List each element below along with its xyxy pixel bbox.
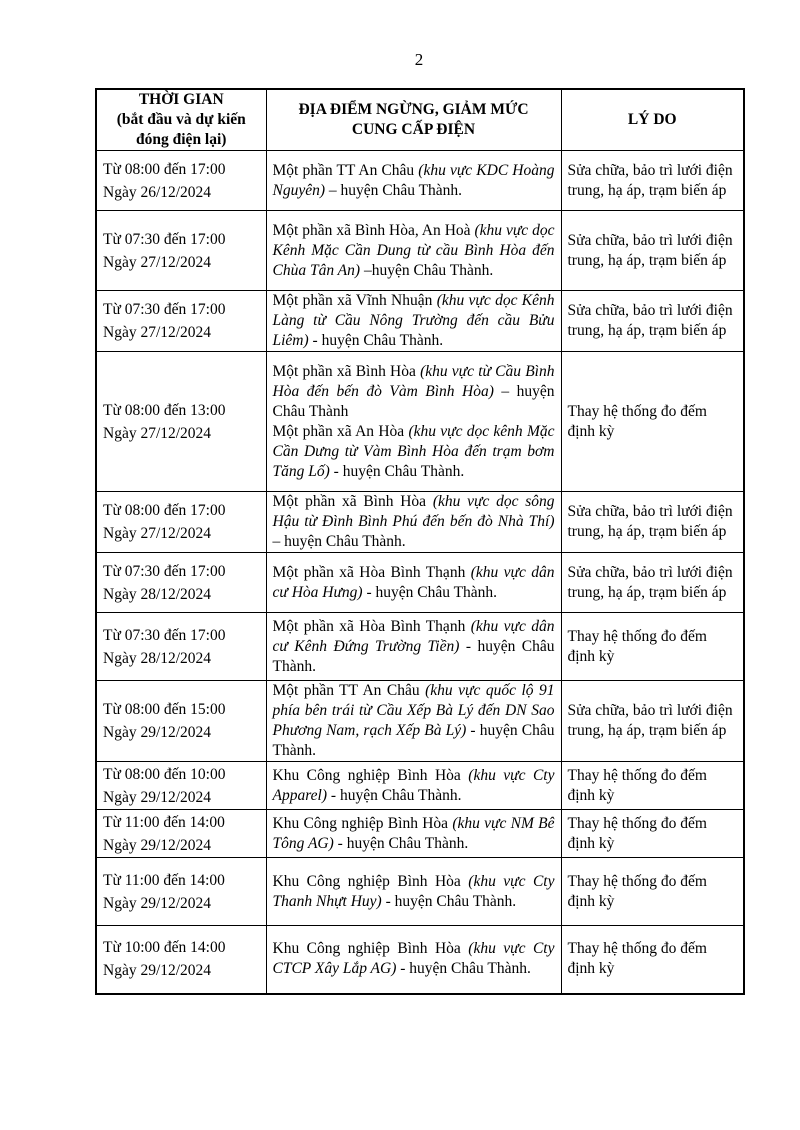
header-location-line: ĐỊA ĐIỂM NGỪNG, GIẢM MỨC: [298, 101, 529, 118]
table-row: [96, 291, 744, 352]
time-range: Từ 08:00 đến 17:00: [103, 502, 226, 519]
time-cell: [96, 762, 266, 810]
location-area-detail: (khu vực KDC Hoàng Nguyên): [272, 161, 555, 199]
date: Ngày 27/12/2024: [103, 525, 212, 542]
time-cell: [96, 151, 266, 211]
location-area-detail: (khu vực NM Bê Tông AG): [272, 814, 555, 852]
reason-cell: Sửa chữa, bảo trì lưới điện trung, hạ áp, trạm biến áp: [561, 291, 744, 352]
header-time-line: đóng điện lại): [136, 131, 227, 148]
date: Ngày 27/12/2024: [103, 324, 212, 341]
location-district: - huyện Châu Thành.: [396, 960, 531, 978]
table-row: [96, 492, 744, 553]
table-row: [96, 211, 744, 291]
location-name: Một phần xã Hòa Bình Thạnh: [272, 563, 471, 581]
reason-cell: Thay hệ thống đo đếm định kỳ: [561, 613, 744, 681]
time-cell: [96, 681, 266, 762]
location-area-detail: (khu vực dân cư Hòa Hưng): [272, 563, 555, 601]
location-paragraph: [273, 221, 555, 281]
reason-cell: Sửa chữa, bảo trì lưới điện trung, hạ áp, trạm biến áp: [561, 211, 744, 291]
location-name: Một phần xã Hòa Bình Thạnh: [272, 617, 471, 635]
header-location-line: CUNG CẤP ĐIỆN: [351, 121, 476, 138]
location-cell: [266, 762, 561, 810]
location-name: Một phần xã Bình Hòa, An Hoà: [272, 221, 475, 239]
location-paragraph: [273, 362, 555, 422]
location-district: – huyện Châu Thành.: [272, 533, 406, 550]
header-time-line: THỜI GIAN: [138, 91, 224, 108]
table-row: [96, 858, 744, 926]
location-district: – huyện Châu Thành.: [325, 181, 463, 199]
location-area-detail: (khu vực Cty Apparel): [272, 766, 555, 804]
time-cell: [96, 926, 266, 994]
reason-cell: Thay hệ thống đo đếm định kỳ: [561, 352, 744, 492]
time-range: Từ 07:30 đến 17:00: [103, 626, 226, 644]
location-cell: [266, 211, 561, 291]
reason-cell: Thay hệ thống đo đếm định kỳ: [561, 926, 744, 994]
location-area-detail: (khu vực dọc Kênh Mặc Cần Dung từ cầu Bình Hòa đến Chùa Tân An): [272, 221, 555, 279]
time-cell: [96, 810, 266, 858]
location-cell: [266, 492, 561, 553]
table-row: [96, 926, 744, 994]
location-area-detail: (khu vực Cty Thanh Nhựt Huy): [272, 872, 555, 910]
date: Ngày 28/12/2024: [103, 649, 212, 667]
reason-cell: Sửa chữa, bảo trì lưới điện trung, hạ áp, trạm biến áp: [561, 553, 744, 613]
table-header-row: [96, 89, 744, 151]
location-district: - huyện Châu Thành.: [272, 637, 555, 675]
location-district: - huyện Châu Thành.: [381, 892, 517, 910]
time-range: Từ 08:00 đến 13:00: [103, 401, 226, 419]
date: Ngày 29/12/2024: [103, 788, 212, 806]
location-name: Một phần xã Bình Hòa: [272, 493, 433, 510]
location-cell: [266, 291, 561, 352]
location-cell: [266, 613, 561, 681]
date: Ngày 29/12/2024: [103, 836, 212, 854]
reason-cell: Thay hệ thống đo đếm định kỳ: [561, 858, 744, 926]
time-cell: [96, 291, 266, 352]
location-name: Khu Công nghiệp Bình Hòa: [272, 814, 453, 832]
location-cell: [266, 858, 561, 926]
location-district: - huyện Châu Thành.: [272, 722, 555, 759]
location-cell: [266, 352, 561, 492]
time-cell: [96, 492, 266, 553]
header-location: [266, 89, 561, 151]
location-area-detail: (khu vực dọc Kênh Làng từ Cầu Nông Trường đến cầu Bửu Liêm): [272, 292, 555, 349]
header-time-line: (bắt đầu và dự kiến: [116, 111, 246, 128]
location-paragraph: [273, 872, 555, 912]
table-row: [96, 681, 744, 762]
location-area-detail: (khu vực Cty CTCP Xây Lắp AG): [272, 940, 555, 978]
location-name: Một phần xã Bình Hòa: [272, 362, 421, 380]
date: Ngày 28/12/2024: [103, 585, 212, 603]
date: Ngày 29/12/2024: [103, 962, 212, 980]
time-range: Từ 08:00 đến 17:00: [103, 160, 226, 178]
location-area-detail: (khu vực dọc kênh Mặc Cần Dưng từ Vàm Bình Hòa đến trạm bơm Tăng Lố): [272, 422, 555, 480]
table-row: [96, 352, 744, 492]
location-name: Một phần TT An Châu: [272, 682, 426, 699]
location-paragraph: [273, 939, 555, 979]
location-district: –huyện Châu Thành.: [360, 261, 494, 279]
time-cell: [96, 553, 266, 613]
time-range: Từ 08:00 đến 10:00: [103, 765, 226, 783]
location-paragraph: [273, 291, 555, 351]
reason-cell: Thay hệ thống đo đếm định kỳ: [561, 810, 744, 858]
location-paragraph: [273, 422, 555, 482]
date: Ngày 29/12/2024: [103, 724, 212, 741]
location-paragraph: [273, 766, 555, 806]
time-cell: [96, 352, 266, 492]
location-name: Một phần xã Vĩnh Nhuận: [272, 292, 437, 309]
location-paragraph: [273, 563, 555, 603]
time-range: Từ 11:00 đến 14:00: [103, 871, 225, 889]
location-cell: [266, 810, 561, 858]
date: Ngày 29/12/2024: [103, 894, 212, 912]
location-cell: [266, 681, 561, 762]
time-range: Từ 07:30 đến 17:00: [103, 562, 226, 580]
location-paragraph: [273, 161, 555, 201]
location-cell: [266, 151, 561, 211]
location-paragraph: [273, 681, 555, 761]
time-cell: [96, 613, 266, 681]
table-row: [96, 613, 744, 681]
location-area-detail: (khu vực dọc sông Hậu từ Đình Bình Phú đến bến đò Nhà Thí): [272, 493, 555, 530]
reason-cell: Thay hệ thống đo đếm định kỳ: [561, 762, 744, 810]
reason-cell: Sửa chữa, bảo trì lưới điện trung, hạ áp, trạm biến áp: [561, 151, 744, 211]
date: Ngày 27/12/2024: [103, 253, 212, 271]
location-district: - huyện Châu Thành.: [333, 834, 469, 852]
location-district: - huyện Châu Thành.: [308, 332, 444, 349]
time-cell: [96, 858, 266, 926]
reason-cell: Sửa chữa, bảo trì lưới điện trung, hạ áp, trạm biến áp: [561, 492, 744, 553]
location-paragraph: [273, 617, 555, 677]
time-cell: [96, 211, 266, 291]
date: Ngày 26/12/2024: [103, 183, 212, 201]
location-paragraph: [273, 492, 555, 552]
location-cell: [266, 553, 561, 613]
location-name: Một phần xã An Hòa: [272, 422, 409, 440]
table-row: [96, 151, 744, 211]
time-range: Từ 11:00 đến 14:00: [103, 813, 225, 831]
table-row: [96, 553, 744, 613]
table-row: [96, 810, 744, 858]
header-time: [96, 89, 266, 151]
time-range: Từ 08:00 đến 15:00: [103, 701, 226, 718]
table-row: [96, 762, 744, 810]
location-name: Khu Công nghiệp Bình Hòa: [272, 766, 469, 784]
date: Ngày 27/12/2024: [103, 424, 212, 442]
location-district: - huyện Châu Thành.: [329, 462, 465, 480]
page-number: 2: [414, 50, 424, 69]
reason-cell: Sửa chữa, bảo trì lưới điện trung, hạ áp, trạm biến áp: [561, 681, 744, 762]
location-name: Khu Công nghiệp Bình Hòa: [272, 940, 469, 958]
table-body: [96, 151, 744, 994]
location-name: Khu Công nghiệp Bình Hòa: [272, 872, 469, 890]
location-district: - huyện Châu Thành.: [327, 786, 462, 804]
time-range: Từ 07:30 đến 17:00: [103, 230, 226, 248]
location-cell: [266, 926, 561, 994]
location-district: – huyện Châu Thành: [272, 382, 555, 420]
power-outage-schedule-table: [95, 88, 745, 995]
location-area-detail: (khu vực quốc lộ 91 phía bên trái từ Cầu Xếp Bà Lý đến DN Sao Phương Nam, rạch Xếp Bà Lý): [272, 682, 555, 739]
header-reason: LÝ DO: [561, 89, 744, 151]
location-area-detail: (khu vực dân cư Kênh Đứng Trường Tiền): [272, 617, 555, 655]
location-district: - huyện Châu Thành.: [362, 583, 498, 601]
location-paragraph: [273, 814, 555, 854]
location-name: Một phần TT An Châu: [272, 161, 419, 179]
time-range: Từ 10:00 đến 14:00: [103, 939, 226, 957]
time-range: Từ 07:30 đến 17:00: [103, 301, 226, 318]
location-area-detail: (khu vực từ Cầu Bình Hòa đến bến đò Vàm Bình Hòa): [272, 362, 555, 400]
